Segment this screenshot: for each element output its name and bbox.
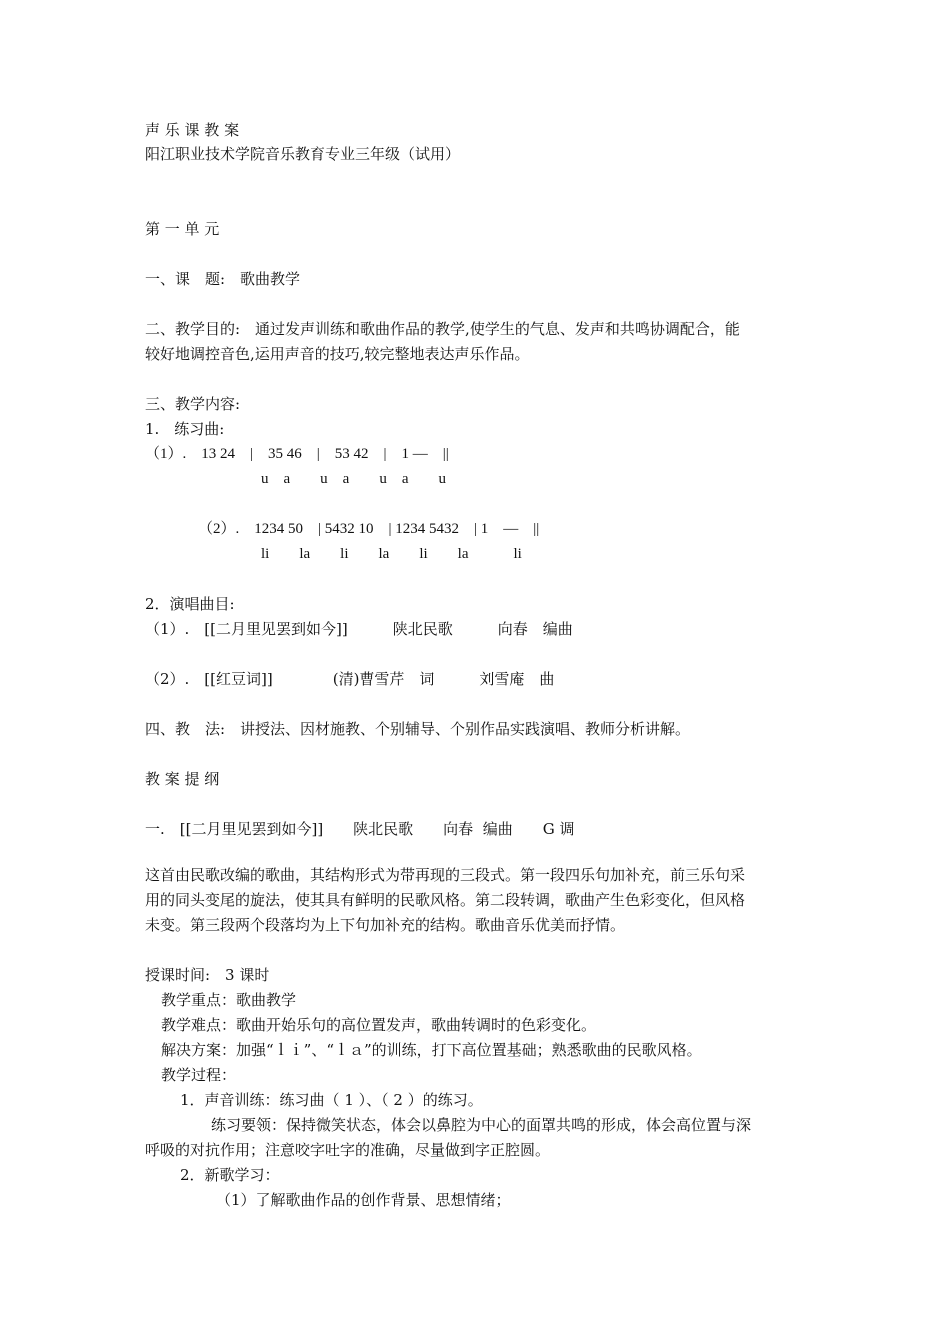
exercise-2-notes: （2）. 1234 50 | 5432 10 | 1234 5432 | 1 — || [198,521,540,537]
analysis-para-line-3: 未变。第三段两个段落均为上下句加补充的结构。歌曲音乐优美而抒情。 [145,916,626,934]
step-1-note-line-1: 练习要领：保持微笑状态，体会以鼻腔为中心的面罩共鸣的形成，体会高位置与深 [211,1116,752,1134]
song-1: （1）. [[二月里见罢到如今]] 陕北民歌 向春 编曲 [145,620,573,638]
document-subtitle: 阳江职业技术学院音乐教育专业三年级（试用） [145,145,461,163]
unit-heading: 第 一 单 元 [145,220,220,238]
process-heading: 教学过程： [161,1066,237,1084]
solution-plan: 解决方案：加强“ｌｉ”、“ｌａ”的训练，打下高位置基础；熟悉歌曲的民歌风格。 [161,1041,702,1059]
exercise-1-notes: （1）. 13 24 | 35 46 | 53 42 | 1 — || [145,446,449,462]
topic-line: 一、课 题: 歌曲教学 [145,270,301,288]
analysis-para-line-2: 用的同头变尾的旋法，使其具有鲜明的民歌风格。第二段转调，歌曲产生色彩变化，但风格 [145,891,746,909]
analysis-para-line-1: 这首由民歌改编的歌曲，其结构形式为带再现的三段式。第一段四乐句加补充，前三乐句采 [145,866,746,884]
exercise-2-lyrics: li la li la li la li [261,546,522,562]
content-heading: 三、教学内容: [145,395,241,413]
step-1-note-line-2: 呼吸的对抗作用；注意咬字吐字的准确，尽量做到字正腔圆。 [145,1141,551,1159]
class-time: 授课时间: 3 课时 [145,966,270,984]
outline-heading: 教 案 提 纲 [145,770,220,788]
process-step-2: 2．新歌学习： [180,1166,280,1184]
step-2-sub-1: （1）了解歌曲作品的创作背景、思想情绪； [216,1191,511,1209]
songs-heading: 2．演唱曲目: [145,595,235,613]
goals-line-2: 较好地调控音色,运用声音的技巧,较完整地表达声乐作品。 [145,345,530,363]
method-line: 四、教 法: 讲授法、因材施教、个别辅导、个别作品实践演唱、教师分析讲解。 [145,720,691,738]
outline-item-1: 一. [[二月里见罢到如今]] 陕北民歌 向春 编曲 G 调 [145,820,575,838]
teaching-difficulty: 教学难点：歌曲开始乐句的高位置发声，歌曲转调时的色彩变化。 [161,1016,597,1034]
exercise-1-lyrics: u a u a u a u [261,471,446,487]
song-2: （2）. [[红豆词]] (清)曹雪芹 词 刘雪庵 曲 [145,670,555,688]
process-step-1: 1．声音训练：练习曲（ 1 ）、（ 2 ）的练习。 [180,1091,483,1109]
document-title: 声 乐 课 教 案 [145,121,240,139]
goals-line-1: 二、教学目的: 通过发声训练和歌曲作品的教学,使学生的气息、发声和共鸣协调配合，能 [145,320,740,338]
exercise-heading: 1. 练习曲: [145,420,225,438]
teaching-focus: 教学重点：歌曲教学 [161,991,297,1009]
